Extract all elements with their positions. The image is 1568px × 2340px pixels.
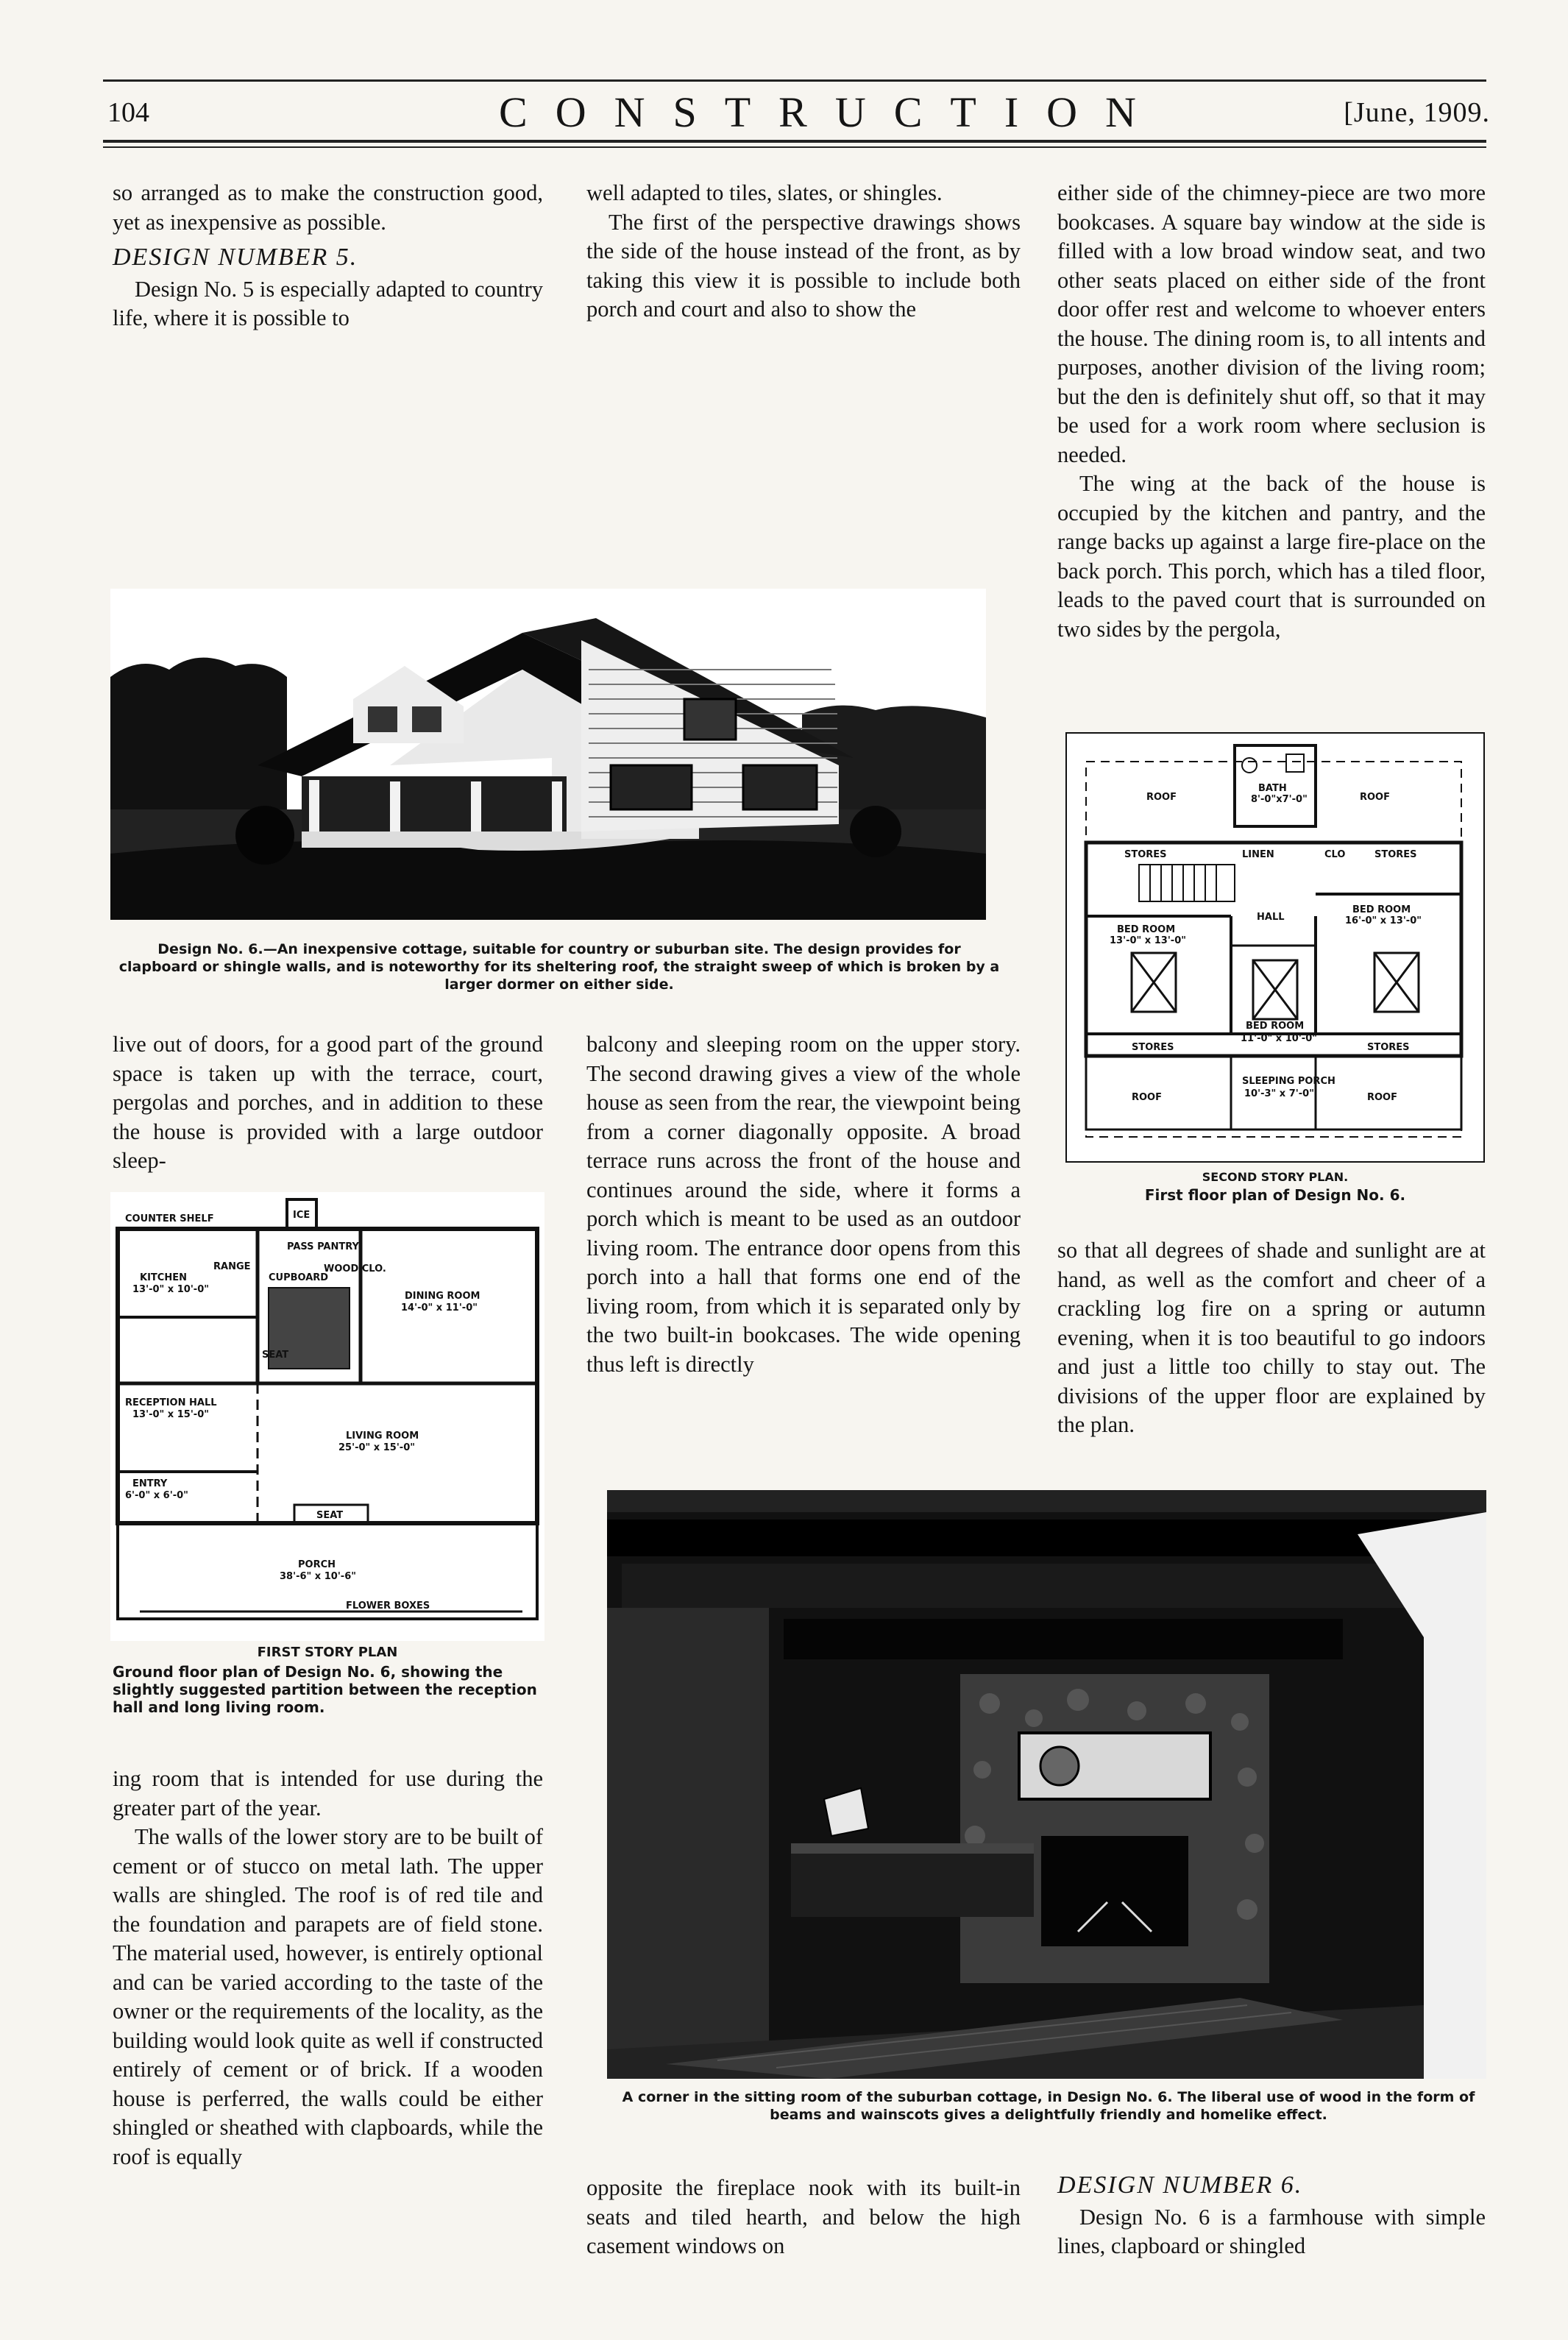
label-dining-room-dim: 14'-0" x 11'-0" <box>401 1302 478 1313</box>
label-range: RANGE <box>213 1261 251 1272</box>
column-low-2 <box>586 2174 1021 2261</box>
section-heading-design-6: DESIGN NUMBER 6. <box>1057 2171 1303 2199</box>
label-stores: STORES <box>1132 1042 1174 1053</box>
label-reception-hall-dim: 13'-0" x 15'-0" <box>132 1409 210 1420</box>
header-rule-2 <box>103 146 1486 148</box>
label-dining-room: DINING ROOM <box>405 1291 480 1302</box>
label-porch-dim: 38'-6" x 10'-6" <box>280 1571 357 1582</box>
label-bed-room: BED ROOM <box>1352 904 1411 915</box>
first-story-plan <box>110 1192 544 1641</box>
label-sleeping-porch: SLEEPING PORCH <box>1242 1076 1335 1087</box>
paragraph: either side of the chimney-piece are two more bookcases. A square bay window at the side is filled with a low broad window seat, and two other seats placed on either side of the front door offer rest and welcome to whoever enters the house. The dining room is, to all intents and purposes, another division of the living room; but the den is definitely shut off, so that it may be used for a work room where seclusion is needed. <box>1057 180 1486 467</box>
column-top-1 <box>113 179 543 333</box>
label-bath: BATH <box>1258 783 1287 794</box>
paragraph: so that all degrees of shade and sunlight are at hand, as well as the comfort and cheer of a crackling log fire on a spring or autumn evening, when it is too beautiful to go indoors and just a little too chilly to stay out. The divisions of the upper floor are explained by the plan. <box>1057 1238 1486 1437</box>
column-mid-1 <box>113 1030 543 1176</box>
label-kitchen-dim: 13'-0" x 10'-0" <box>132 1284 210 1295</box>
label-roof: ROOF <box>1132 1092 1162 1103</box>
label-wood-clo: WOOD CLO. <box>324 1263 386 1274</box>
paragraph: Design No. 5 is especially adapted to country life, where it is possible to <box>113 276 543 330</box>
column-mid-2 <box>586 1030 1021 1379</box>
label-linen: LINEN <box>1242 849 1274 860</box>
label-roof: ROOF <box>1146 792 1177 803</box>
paragraph: so arranged as to make the construction good, yet as inexpensive as possible. <box>113 180 543 235</box>
paragraph: balcony and sleeping room on the upper story. The second drawing gives a view of the whole house as seen from the rear, the viewpoint being from a corner diagonally opposite. A broad terrace runs across the front of the house and continues around the side, where it forms a porch which is meant to be used as an outdoor living room. The entrance door opens from this porch into a hall that forms one end of the living room, from which it is separated only by the two built-in bookcases. The wide opening thus left is directly <box>586 1032 1021 1377</box>
column-low-1 <box>113 1765 543 2171</box>
label-clo: CLO <box>1324 849 1346 860</box>
house-caption: Design No. 6.—An inexpensive cottage, suitable for country or suburban site. The design provides for clapboard or shingle walls, and is noteworthy for its sheltering roof, the straight sweep of which is broken by a larger dormer on either side. <box>118 941 1000 993</box>
label-bed-room-dim: 11'-0" x 10'-0" <box>1241 1033 1318 1044</box>
first-plan-title: FIRST STORY PLAN <box>257 1645 398 1660</box>
page-number: 104 <box>107 97 149 128</box>
issue-date: [June, 1909. <box>1344 97 1490 128</box>
label-bed-room: BED ROOM <box>1246 1021 1305 1032</box>
label-entry: ENTRY <box>132 1478 168 1489</box>
interior-caption: A corner in the sitting room of the suburban cottage, in Design No. 6. The liberal use of wood in the form of beams and wainscots gives a delightfully friendly and homelike effect. <box>622 2089 1475 2123</box>
column-right-upper <box>1057 179 1486 644</box>
label-reception-hall: RECEPTION HALL <box>125 1397 217 1408</box>
label-living-room-dim: 25'-0" x 15'-0" <box>338 1442 416 1453</box>
label-pass-pantry: PASS PANTRY <box>287 1241 359 1252</box>
top-rule <box>103 79 1486 82</box>
paragraph: well adapted to tiles, slates, or shingles. <box>586 180 943 205</box>
header-rule-1 <box>103 140 1486 143</box>
label-stores: STORES <box>1374 849 1417 860</box>
paragraph: The walls of the lower story are to be built of cement or of stucco on metal lath. The upper walls are shingled. The roof is of red tile and the foundation and parapets are of field stone. The material used, however, is entirely optional and can be varied according to the taste of the owner or the requirements of the locality, as the building would look quite as well if constructed entirely of cement or of brick. If a wooden house is perferred, the walls could be either shingled or sheathed with clapboards, while the roof is equally <box>113 1824 543 2169</box>
label-stores: STORES <box>1367 1042 1410 1053</box>
second-plan-caption: First floor plan of Design No. 6. <box>1144 1186 1406 1204</box>
label-roof: ROOF <box>1360 792 1390 803</box>
paragraph: opposite the fireplace nook with its built-in seats and tiled hearth, and below the high casement windows on <box>586 2175 1021 2258</box>
label-bed-room: BED ROOM <box>1117 924 1176 935</box>
column-low-3 <box>1057 2171 1486 2261</box>
label-cupboard: CUPBOARD <box>269 1272 329 1283</box>
column-right-lower <box>1057 1236 1486 1440</box>
sitting-room-drawing <box>607 1490 1486 2079</box>
label-bed-room-dim: 13'-0" x 13'-0" <box>1110 935 1187 946</box>
label-flower-boxes: FLOWER BOXES <box>346 1600 430 1612</box>
label-ice: ICE <box>293 1210 311 1221</box>
section-heading-design-5: DESIGN NUMBER 5. <box>113 244 358 271</box>
label-stores: STORES <box>1124 849 1167 860</box>
paragraph: live out of doors, for a good part of the ground space is taken up with the terrace, court, pergolas and porches, and in addition to these the house is provided with a large outdoor sleep- <box>113 1032 543 1173</box>
paragraph: ing room that is intended for use during the greater part of the year. <box>113 1766 543 1820</box>
label-porch: PORCH <box>298 1559 336 1570</box>
label-seat: SEAT <box>316 1510 344 1521</box>
first-plan-caption: Ground floor plan of Design No. 6, showing the slightly suggested partition between the reception hall and long living room. <box>113 1663 537 1716</box>
label-sleeping-porch-dim: 10'-3" x 7'-0" <box>1244 1088 1314 1099</box>
label-living-room: LIVING ROOM <box>346 1430 419 1442</box>
second-story-plan <box>1065 732 1485 1163</box>
paragraph: The first of the perspective drawings shows the side of the house instead of the front, as by taking this view it is possible to include both porch and court and also to show the <box>586 209 1021 322</box>
column-top-2 <box>586 179 1021 325</box>
label-roof: ROOF <box>1367 1092 1397 1103</box>
label-bath-dim: 8'-0"x7'-0" <box>1251 794 1308 805</box>
paragraph: The wing at the back of the house is occupied by the kitchen and pantry, and the range backs up against a large fire-place on the back porch. This porch, which has a tiled floor, leads to the paved court that is surrounded on two sides by the pergola, <box>1057 471 1486 642</box>
masthead-title: CONSTRUCTION <box>499 88 1164 136</box>
paragraph: Design No. 6 is a farmhouse with simple lines, clapboard or shingled <box>1057 2204 1486 2258</box>
label-counter-shelf: COUNTER SHELF <box>125 1213 214 1224</box>
second-plan-title: SECOND STORY PLAN. <box>1202 1170 1349 1184</box>
label-bed-room-dim: 16'-0" x 13'-0" <box>1345 915 1422 926</box>
house-perspective-drawing <box>110 589 986 920</box>
label-hall: HALL <box>1257 912 1285 923</box>
label-entry-dim: 6'-0" x 6'-0" <box>125 1490 188 1501</box>
label-seat: SEAT <box>262 1350 289 1361</box>
label-kitchen: KITCHEN <box>140 1272 187 1283</box>
